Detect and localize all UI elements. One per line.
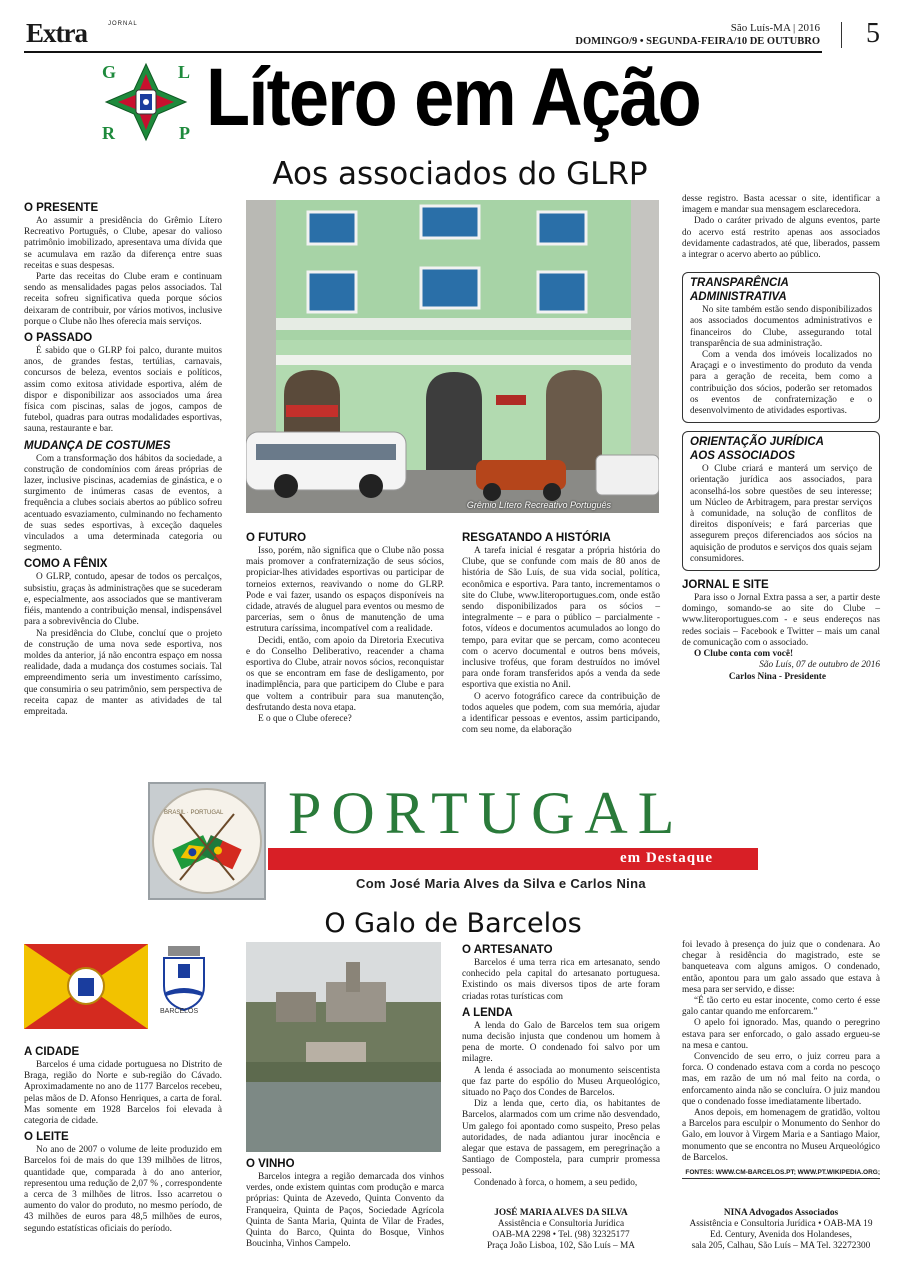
article-column-4 — [682, 194, 880, 683]
box-heading-transparencia: TRANSPARÊNCIA — [690, 277, 789, 290]
heading-artesanato: O ARTESANATO — [462, 944, 553, 956]
place-date: São Luís, 07 de outubro de 2016 — [759, 660, 880, 671]
portugal-headline: O Galo de Barcelos — [324, 908, 582, 939]
contact-line: sala 205, Calhau, São Luís – MA Tel. 32272300 — [691, 1241, 871, 1251]
contact-line: Assistência e Consultoria Jurídica • OAB-MA 19 — [689, 1219, 873, 1229]
paragraph: Barcelos é uma terra rica em artesanato, sendo conhecido pela capital do artesanato portuguesa. Existindo os mais diversos tipos de arte foram criadas rotas turísticas com — [462, 958, 660, 1002]
article-headline: Aos associados do GLRP — [272, 156, 648, 192]
paragraph: O Clube criará e manterá um serviço de orientação jurídica aos associados, para aconselhá-los sobre questões de seu interesse; um Núcleo de Arbitragem, para prestar serviços à comunidade, na solução de conflitos de direitos disponíveis; e fará parcerias que assegurem preços diferenciados aos sócios na aquisição de produtos e serviços dos quais sejam consumidores. — [690, 464, 872, 564]
newspaper-logo-small: JORNAL — [108, 21, 138, 27]
heading-mudanca-costumes: MUDANÇA DE COSTUMES — [24, 439, 171, 452]
signature: Carlos Nina - Presidente — [728, 671, 826, 682]
heading-leite: O LEITE — [24, 1131, 69, 1144]
paragraph: Ao assumir a presidência do Grêmio Lítero Recreativo Português, o Clube, apesar do valioso patrimônio imobilizado, apresentava uma dívida que se acumulava em razão da diferença entre suas receitas e suas despesas. — [24, 216, 222, 271]
barcelos-photo — [246, 942, 441, 1152]
sources-line: FONTES: WWW.CM-BARCELOS.PT; WWW.PT.WIKIPEDIA.ORG; — [682, 1167, 880, 1179]
transparency-box — [682, 272, 880, 423]
paragraph: Dado o caráter privado de alguns eventos, parte do acervo está restrito apenas aos associados devidamente cadastrados, até que, liberados, passem a integrar o acervo aberto ao público. — [682, 216, 880, 261]
header-dates: DOMINGO/9 • SEGUNDA-FEIRA/10 DE OUTUBRO — [575, 36, 820, 47]
heading-resgatando-historia: RESGATANDO A HISTÓRIA — [462, 532, 611, 544]
heading-presente: O PRESENTE — [24, 202, 99, 214]
paragraph: desse registro. Basta acessar o site, identificar a imagem e mandar sua mensagem esclarecedora. — [682, 194, 880, 216]
paragraph: Barcelos integra a região demarcada dos vinhos verdes, onde existem quintas com produção e marca próprias: Quinta de Azevedo, Quinta Convento da Franqueira, Quinta de Paços, Sociedade Agrícola Quinta de Santa Maria, Quinta de Vilar de Frades, Quinta do Barco, Quinta do Bosque, Vinhos Boucinha, Vinhos Campelo. — [246, 1172, 444, 1250]
building-image-icon — [246, 200, 659, 513]
photo-caption: Grêmio Lítero Recreativo Português — [466, 500, 611, 510]
box-heading-orientacao: ORIENTAÇÃO JURÍDICA — [690, 436, 824, 449]
barcelos-landscape-icon — [246, 942, 441, 1152]
paragraph: No site também estão sendo disponibilizados aos associados documentos administrativos e financeiros do Clube, assegurando total transparência de sua administração. — [690, 305, 872, 349]
contact-nina — [676, 1208, 886, 1252]
heading-passado: O PASSADO — [24, 332, 93, 345]
heading-cidade: A CIDADE — [24, 1046, 80, 1058]
portugal-column-4 — [682, 940, 880, 1179]
article-column-3 — [462, 528, 660, 736]
barcelos-flag — [24, 944, 148, 1029]
paragraph: Isso, porém, não significa que o Clube não possa mais promover a confraternização de seus sócios, propiciar-lhes atividades esportivas ou participar de torneios externos, reavivando o nome do GLRP. Pode e vai fazer, usando os espaços disponíveis na cidade, através de aluguel para eventos ou mesmo de parcerias, sem o ônus de manutenção de uma estrutura caríssima, incompatível com a realidade. — [246, 546, 444, 635]
paragraph: Anos depois, em homenagem de gratidão, voltou a Barcelos para esculpir o Monumento do Senhor do Galo, em louvor à Virgem Maria e a Santiago Maior, monumento que se encontra no Museu Arqueológico de Barcelos. — [682, 1108, 880, 1163]
heading-como-fenix: COMO A FÊNIX — [24, 558, 108, 571]
club-building-photo — [246, 200, 659, 513]
heading-jornal-site: JORNAL E SITE — [682, 579, 769, 592]
coat-of-arms-icon — [156, 944, 212, 1018]
heading-lenda: A LENDA — [462, 1006, 513, 1019]
heading-futuro: O FUTURO — [246, 532, 307, 544]
paragraph: Na presidência do Clube, concluí que o projeto de construção de uma nova sede esportiva, nos moldes da anterior, já não encontra espaço em nossa realidade, dada a mudança dos costumes sociais. Tal empreendimento seria um investimento caríssimo, que consumiria o seu patrimônio, sem perspectiva de receita capaz de manter as atividades de tal empreitada. — [24, 628, 222, 717]
contact-name: NINA Advogados Associados — [723, 1208, 839, 1218]
crest-letter-bl: R — [102, 123, 115, 143]
article-column-2 — [246, 528, 444, 725]
banner-byline: Com José Maria Alves da Silva e Carlos Nina — [356, 876, 646, 891]
portugal-column-2 — [246, 1154, 444, 1250]
article-column-1 — [24, 198, 222, 718]
contact-line: OAB-MA 2298 • Tel. (98) 32325177 — [492, 1230, 630, 1240]
portugal-column-1 — [24, 1042, 222, 1235]
barcelos-flag-icon — [24, 944, 148, 1029]
crest-letter-br: P — [179, 123, 190, 143]
contact-name: JOSÉ MARIA ALVES DA SILVA — [494, 1208, 628, 1218]
paragraph: Condenado à forca, o homem, a seu pedido, — [474, 1177, 638, 1188]
barcelos-coat-of-arms — [156, 944, 212, 1018]
portugal-column-3 — [462, 940, 660, 1189]
crest-letter-tr: L — [177, 62, 190, 82]
contact-line: Ed. Century, Avenida dos Holandeses, — [709, 1230, 852, 1240]
paragraph: Barcelos é uma cidade portuguesa no Distrito de Braga, região do Norte e sub-região do Cávado. Aproximadamente no ano de 1177 Barcelos recebeu, pelas mãos de D. Afonso Henriques, a carta de foral. Mas somente em 1928 Barcelos foi elevada à categoria de cidade. — [24, 1060, 222, 1127]
heading-vinho: O VINHO — [246, 1158, 295, 1170]
contact-line: Assistência e Consultoria Jurídica — [497, 1219, 625, 1229]
paragraph: Parte das receitas do Clube eram e continuam sendo as mensalidades pagas pelos associados. Tal receita sofreu significativa queda porque sócios deixaram de contribuir, por vários motivos, inclusive porque o Clube não lhes oferecia mais serviços. — [24, 272, 222, 327]
plate-text: BRASIL · PORTUGAL — [164, 810, 224, 816]
section-title: Lítero em Ação — [206, 52, 700, 143]
glrp-crest — [98, 58, 194, 146]
box-heading-associados: AOS ASSOCIADOS — [690, 450, 796, 463]
plate-frame — [148, 782, 266, 900]
paragraph: foi levado à presença do juiz que o condenara. Ao chegar à residência do magistrado, este se banqueteava com alguns amigos. O condenado, então, apontou para um galo assado que estava à mesa para ser servido, e disse: — [682, 940, 880, 995]
crest-letter-tl: G — [102, 62, 117, 82]
paragraph: A lenda do Galo de Barcelos tem sua origem numa decisão injusta que condenou um homem à pena de morte. O condenado foi salvo por um milagre. — [462, 1020, 660, 1065]
box-heading-administrativa: ADMINISTRATIVA — [690, 291, 787, 304]
coat-label: BARCELOS — [160, 1008, 199, 1015]
paragraph: “É tão certo eu estar inocente, como certo é esse galo cantar quando me enforcarem.” — [682, 996, 880, 1018]
paragraph: O apelo foi ignorado. Mas, quando o peregrino estava para ser enforcado, o galo assado ergueu-se na mesa e cantou. — [682, 1018, 880, 1051]
paragraph: No ano de 2007 o volume de leite produzido em Barcelos foi de mais do que 139 milhões de litros, quantidade que, comparada à do ano anterior, representou uma redução de 2,07 % , correspondente a cerca de 3 milhões de litros. Isso acarretou o aumento do valor do produto, no mesmo período, de 43 milhões de euros para 48,5 milhões de euros, segundo estatísticas oficiais do período. — [24, 1145, 222, 1234]
page-number: 5 — [866, 18, 880, 49]
paragraph: É sabido que o GLRP foi palco, durante muitos anos, de grandes festas, tertúlias, carnavais, concursos de beleza, eventos sociais e políticos, assim como exitosa atividade esportiva, além de dispor e disponibilizar aos associados uma área física com piscinas, salas de jogos, campos de futebol, quadras para outras modalidades esportivas, sauna, restaurante e bar. — [24, 346, 222, 435]
legal-box — [682, 431, 880, 571]
paragraph: O acervo fotográfico carece da contribuição de todos aqueles que podem, com sua memória, ajudar a identificar pessoas e eventos, assim participando, com seu nome, da elaboração — [462, 691, 660, 736]
paragraph: Decidi, então, com apoio da Diretoria Executiva e do Conselho Deliberativo, reacender a chama esportiva do Clube, atrair novos sócios, reconquistar os que se encontram em fase de desligamento, por inadimplência, para que participem do Clube e para que voltem a contribuir para sua manutenção, desfrutando desta nova etapa. — [246, 635, 444, 713]
paragraph: A lenda é associada ao monumento seiscentista que faz parte do espólio do Museu Arqueológico, situado no Paço dos Condes de Barcelos. — [462, 1065, 660, 1099]
paragraph: Com a transformação dos hábitos da sociedade, a construção de condomínios com áreas próprias de lazer, inclusive piscinas, academias de ginástica, e o surgimento de inúmeras casas de eventos, a frequência a clubes sociais abertos ao público sofreu acentuado esvaziamento, culminando no fechamento de suas sedes esportivas, à exceção daqueles vinculados a uma determinada categoria ou segmento. — [24, 453, 222, 554]
contact-line: Praça João Lisboa, 102, São Luís – MA — [487, 1241, 635, 1251]
closing-line: O Clube conta com você! — [694, 649, 794, 660]
banner-title: PORTUGAL — [288, 780, 685, 846]
paragraph: Para isso o Jornal Extra passa a ser, a partir deste domingo, somando-se ao site do Clube – www.literoportugues.com - e seus endereços nas redes sociais – Facebook e Twitter – mais um canal de comunicação com o associado. — [682, 593, 880, 648]
paragraph: E o que o Clube oferece? — [258, 714, 352, 725]
paragraph: A tarefa inicial é resgatar a própria história do Clube, que se confunde com mais de 80 anos de história de São Luís, de sua vida social, política, econômica e esportiva. Para tanto, incrementamos o site do Clube, www.literoportugues.com, onde estão sendo disponibilizados para os sócios – integralmente – e para o público – parcialmente - fotos, vídeos e documentos acumulados ao longo do tempo, para evitar que se percam, como aconteceu com o acervo documental e outros bens móveis, inclusive troféus, que foram destruídos no imóvel para onde foram transferidos após a venda da sede esportiva que existia no Anil. — [462, 546, 660, 691]
banner-subtitle: em Destaque — [620, 850, 714, 866]
paragraph: Convencido de seu erro, o juiz correu para a forca. O condenado estava com a corda no pescoço mas, em razão de um nó mal feito na corda, o enforcamento ainda não se concluíra. O juiz mandou que o condenado fosse imediatamente libertado. — [682, 1052, 880, 1107]
header-divider — [841, 22, 842, 48]
contact-jose-maria — [462, 1208, 660, 1252]
flags-plate-icon — [150, 784, 264, 898]
header-city-year: São Luís-MA | 2016 — [730, 22, 820, 34]
newspaper-logo: Extra — [26, 18, 87, 48]
paragraph: O GLRP, contudo, apesar de todos os percalços, subsistiu, graças às administrações que se sucederam e, especialmente, aos associados que se mantiveram fiéis, mantendo a contribuição mensal, indispensável para a sobrevivência do Clube. — [24, 572, 222, 628]
paragraph: Com a venda dos imóveis localizados no Araçagi e o investimento do produto da venda para a geração de receita, bem como a contribuição dos sócios, poderão ser retomados os eventos de confraternização e o desenvolvimento de atividades esportivas. — [690, 350, 872, 417]
paragraph: Diz a lenda que, certo dia, os habitantes de Barcelos, alarmados com um crime não desvendado, Um galego foi apontado como suspeito, Preso pelas autoridades, de nada adiantou jurar inocência e alegar que estava de passagem, em peregrinação a Santiago de Compostela, para cumprir promessa pessoal. — [462, 1099, 660, 1177]
